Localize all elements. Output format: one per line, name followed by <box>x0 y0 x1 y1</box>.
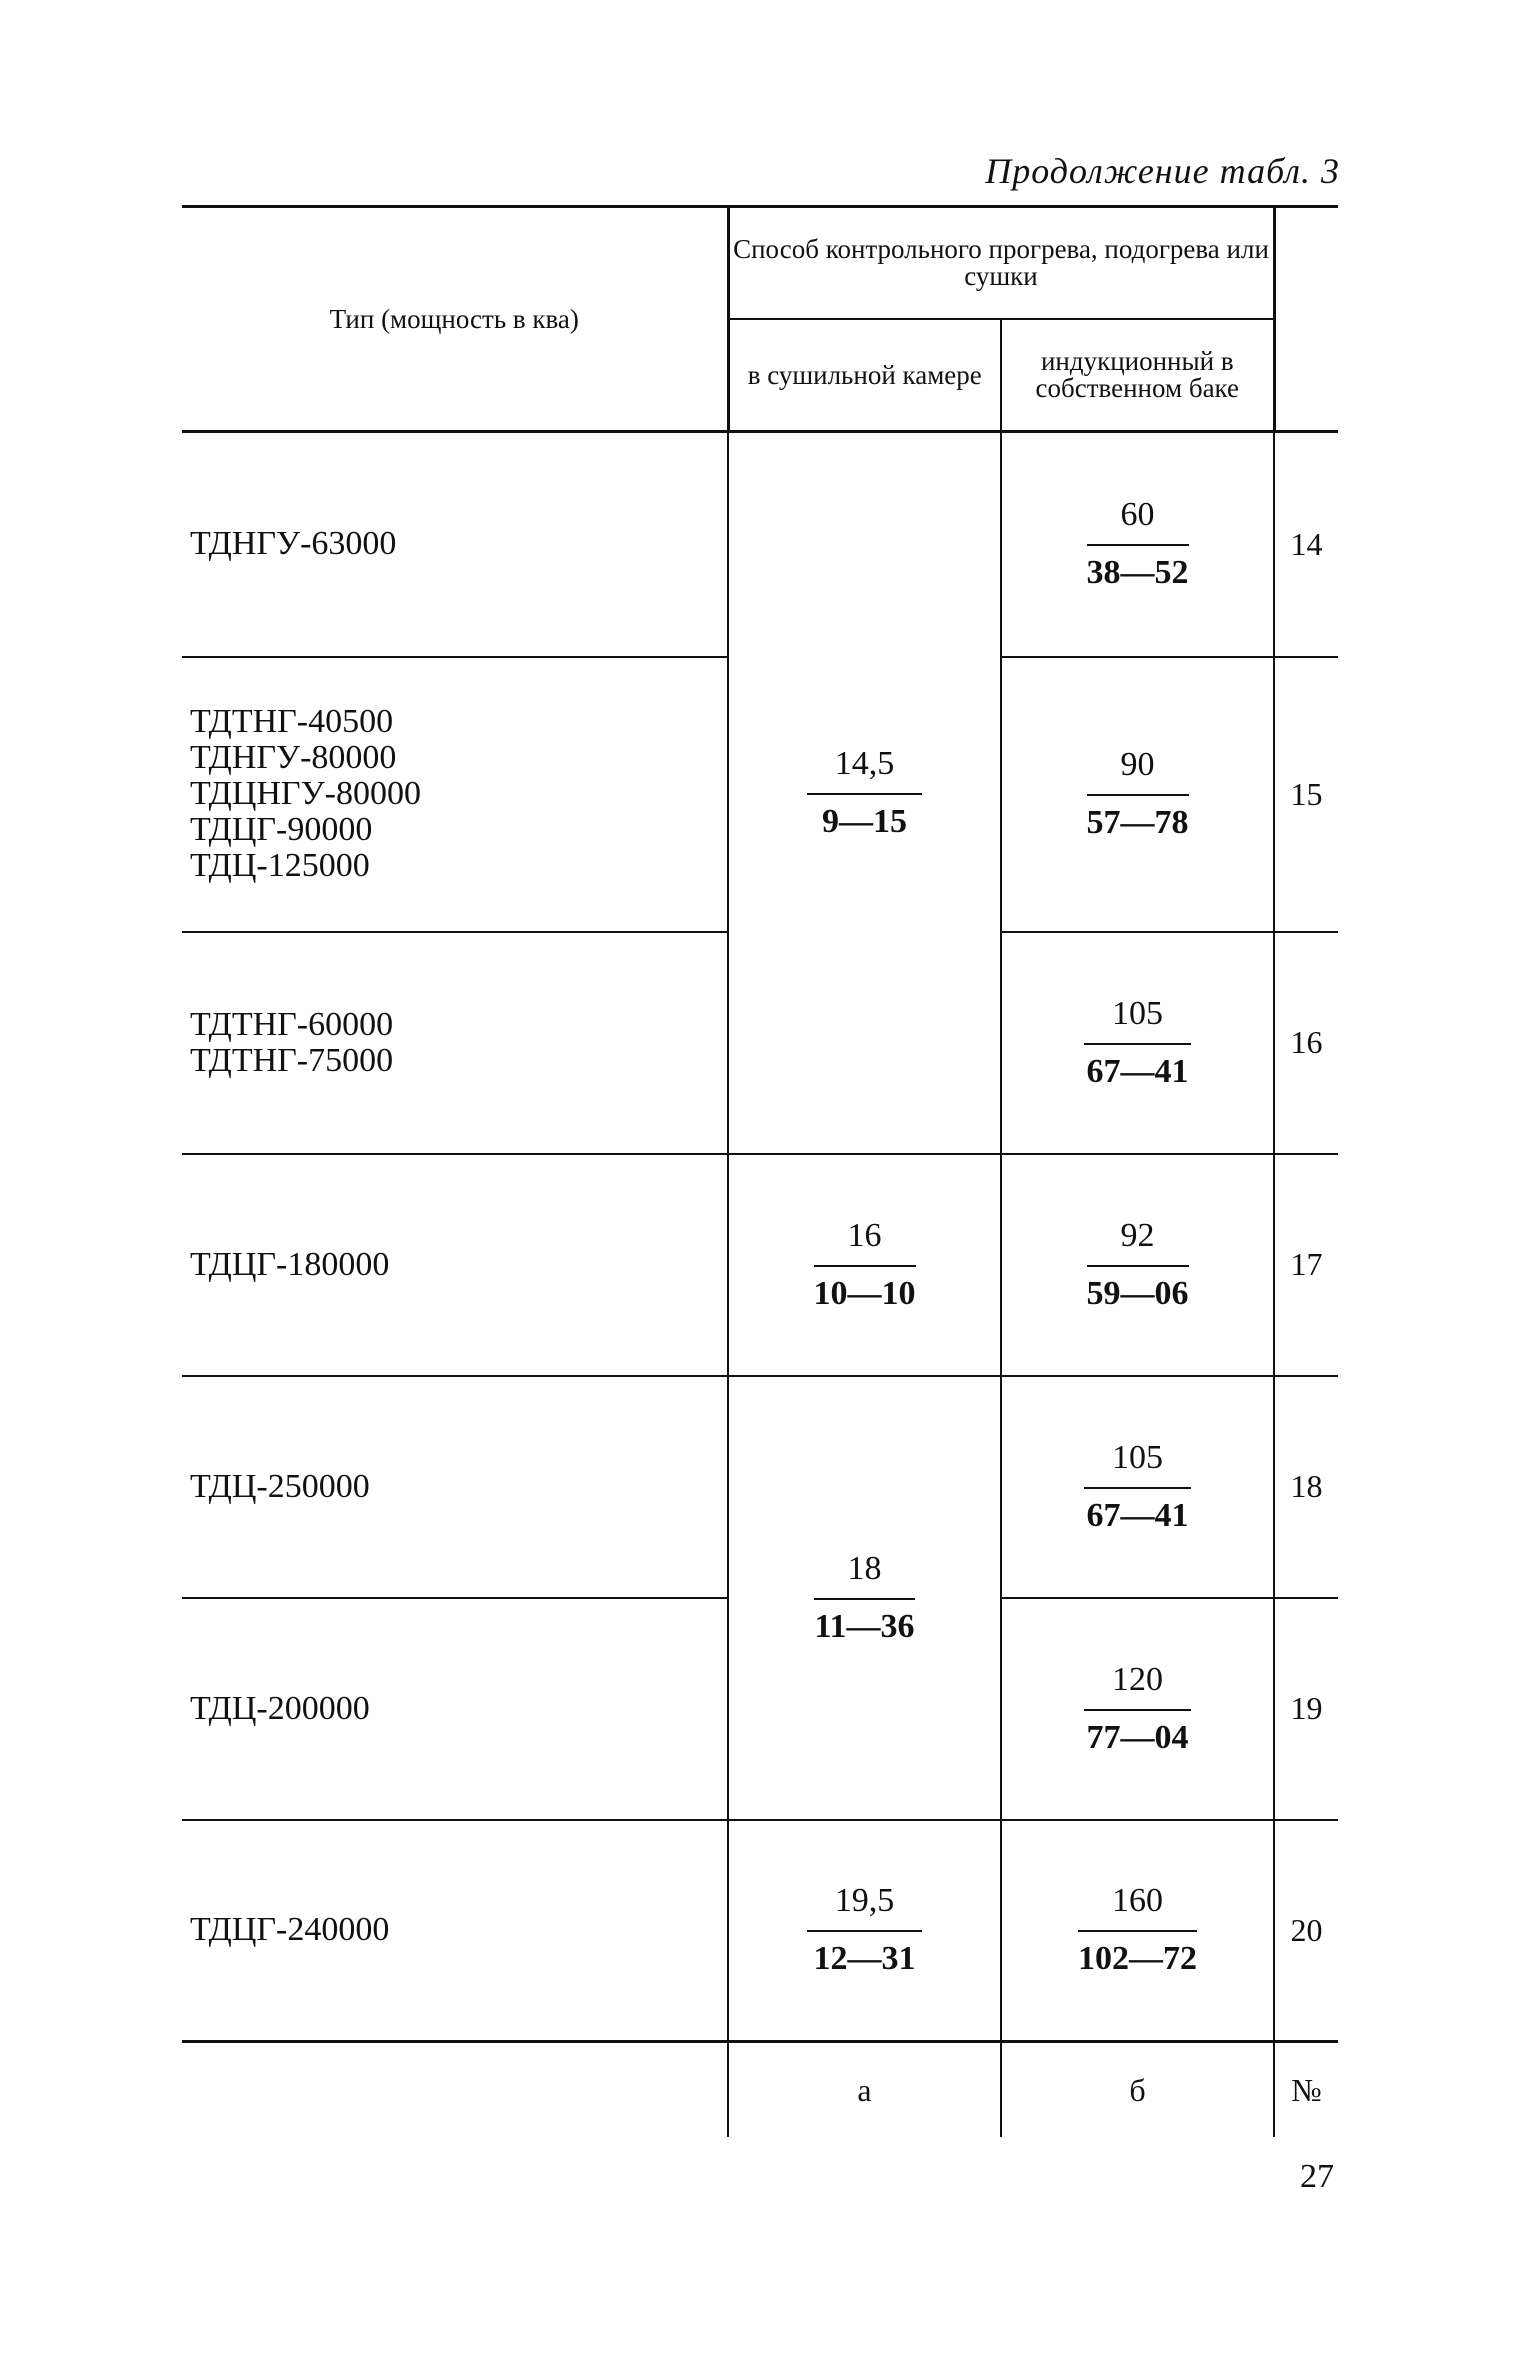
fraction-top: 14,5 <box>807 745 923 795</box>
fraction-bottom: 59—06 <box>1086 1274 1189 1312</box>
table-row <box>182 1820 1338 2042</box>
type-cell: ТДНГУ-63000 <box>182 432 728 657</box>
fraction-top: 120 <box>1084 1661 1191 1711</box>
header-drying-chamber: в сушильной камере <box>728 319 1001 432</box>
type-cell: ТДЦГ-180000 <box>182 1154 728 1376</box>
footer-b: б <box>1001 2042 1274 2138</box>
induction-cell <box>1001 1820 1274 2042</box>
fraction <box>1078 1882 1197 1978</box>
type-cell: ТДТНГ-60000 ТДТНГ-75000 <box>182 932 728 1154</box>
fraction <box>807 1882 923 1978</box>
table-row <box>182 1154 1338 1376</box>
fraction <box>807 745 923 841</box>
page-number: 27 <box>1300 2158 1334 2195</box>
fraction-bottom: 10—10 <box>813 1274 916 1312</box>
table-caption: Продолжение табл. 3 <box>985 151 1340 191</box>
type-cell: ТДЦ-250000 <box>182 1376 728 1598</box>
drying-chamber-cell <box>728 432 1001 1154</box>
type-cell: ТДЦГ-240000 <box>182 1820 728 2042</box>
fraction-bottom: 67—41 <box>1086 1052 1189 1090</box>
fraction-bottom: 11—36 <box>814 1607 915 1645</box>
table-row <box>182 1376 1338 1598</box>
fraction-top: 92 <box>1087 1217 1189 1267</box>
fraction-top: 16 <box>814 1217 916 1267</box>
fraction <box>1084 995 1191 1091</box>
fraction-bottom: 9—15 <box>822 802 907 840</box>
fraction <box>1087 746 1189 842</box>
induction-cell <box>1001 1154 1274 1376</box>
fraction <box>1084 1661 1191 1757</box>
fraction <box>1084 1439 1191 1535</box>
fraction <box>814 1217 916 1313</box>
transformer-heating-table <box>182 205 1338 2137</box>
table-row <box>182 432 1338 657</box>
fraction-bottom: 38—52 <box>1086 554 1189 592</box>
fraction-top: 90 <box>1087 746 1189 796</box>
header-type: Тип (мощность в ква) <box>182 207 728 432</box>
row-number: 17 <box>1274 1154 1338 1376</box>
footer-empty <box>182 2042 728 2138</box>
induction-cell <box>1001 657 1274 932</box>
fraction-bottom: 67—41 <box>1086 1496 1189 1534</box>
fraction <box>1087 1217 1189 1313</box>
header-number <box>1274 207 1338 432</box>
induction-cell <box>1001 1598 1274 1820</box>
type-cell: ТДЦ-200000 <box>182 1598 728 1820</box>
row-number: 19 <box>1274 1598 1338 1820</box>
row-number: 15 <box>1274 657 1338 932</box>
fraction-bottom: 57—78 <box>1086 804 1189 841</box>
drying-chamber-cell <box>728 1820 1001 2042</box>
induction-cell <box>1001 1376 1274 1598</box>
induction-cell <box>1001 432 1274 657</box>
row-number: 16 <box>1274 932 1338 1154</box>
header-method: Способ контрольного прогрева, подогрева или сушки <box>728 207 1274 320</box>
fraction-bottom: 12—31 <box>813 1940 916 1978</box>
fraction-top: 105 <box>1084 995 1191 1045</box>
fraction-top: 160 <box>1078 1882 1197 1932</box>
table-footer <box>182 2042 1338 2138</box>
row-number: 20 <box>1274 1820 1338 2042</box>
footer-number-sign: № <box>1274 2042 1338 2138</box>
footer-a: а <box>728 2042 1001 2138</box>
fraction-top: 105 <box>1084 1439 1191 1489</box>
fraction-bottom: 77—04 <box>1086 1718 1189 1756</box>
fraction-top: 18 <box>814 1550 914 1600</box>
induction-cell <box>1001 932 1274 1154</box>
drying-chamber-cell <box>728 1154 1001 1376</box>
header-induction: индукционный в собственном баке <box>1001 319 1274 432</box>
type-cell: ТДТНГ-40500 ТДНГУ-80000 ТДЦНГУ-80000 ТДЦГ-90000 ТДЦ-125000 <box>182 657 728 932</box>
row-number: 14 <box>1274 432 1338 657</box>
fraction-top: 60 <box>1087 496 1189 546</box>
fraction <box>814 1550 914 1646</box>
drying-chamber-cell <box>728 1376 1001 1820</box>
fraction-top: 19,5 <box>807 1882 923 1932</box>
row-number: 18 <box>1274 1376 1338 1598</box>
fraction <box>1087 496 1189 592</box>
fraction-bottom: 102—72 <box>1078 1940 1197 1978</box>
